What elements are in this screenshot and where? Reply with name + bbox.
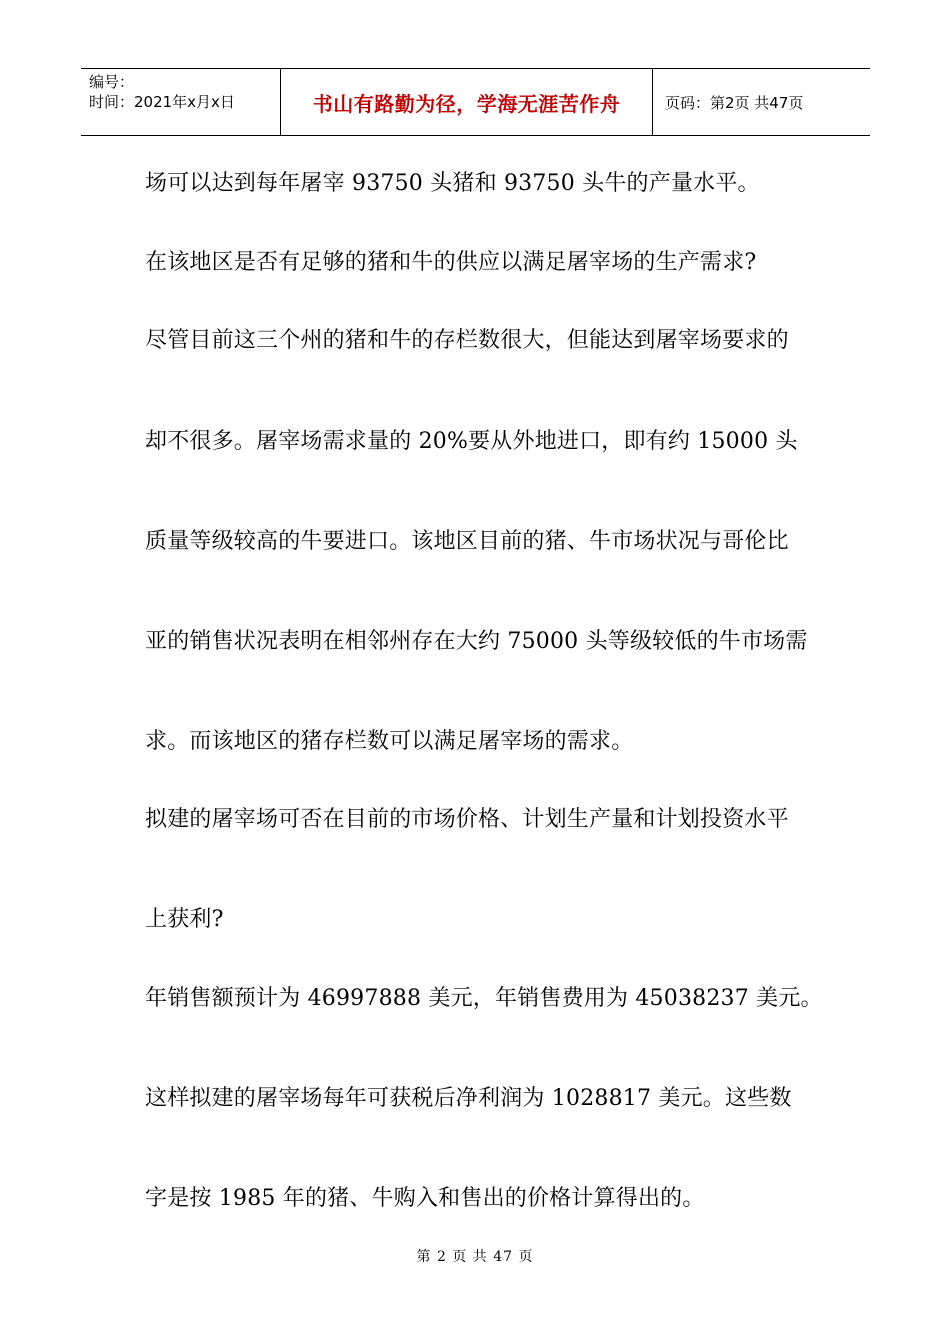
header-page-info: 页码：第2页 共47页	[665, 93, 804, 112]
header-motto: 书山有路勤为径，学海无涯苦作舟	[281, 69, 653, 135]
body-line-2: 在该地区是否有足够的猪和牛的供应以满足屠宰场的生产需求?	[145, 250, 757, 275]
body-line-11: 这样拟建的屠宰场每年可获税后净利润为 1028817 美元。这些数	[145, 1086, 792, 1111]
body-line-12: 字是按 1985 年的猪、牛购入和售出的价格计算得出的。	[145, 1186, 705, 1211]
body-line-10: 年销售额预计为 46997888 美元，年销售费用为 45038237 美元。	[145, 986, 823, 1011]
body-line-9: 上获利?	[145, 907, 224, 932]
document-number-label: 编号：	[89, 73, 135, 91]
page-header	[81, 68, 870, 136]
body-line-5: 质量等级较高的牛要进口。该地区目前的猪、牛市场状况与哥伦比	[145, 529, 789, 554]
body-line-3: 尽管目前这三个州的猪和牛的存栏数很大，但能达到屠宰场要求的	[145, 328, 789, 353]
page-footer: 第 2 页 共 47 页	[416, 1249, 534, 1265]
body-line-6: 亚的销售状况表明在相邻州存在大约 75000 头等级较低的牛市场需	[145, 629, 808, 654]
body-line-7: 求。而该地区的猪存栏数可以满足屠宰场的需求。	[145, 729, 634, 754]
document-date: 时间：2021年x月x日	[89, 93, 235, 111]
header-meta	[81, 69, 281, 135]
body-line-4: 却不很多。屠宰场需求量的 20%要从外地进口，即有约 15000 头	[145, 429, 798, 454]
body-line-8: 拟建的屠宰场可否在目前的市场价格、计划生产量和计划投资水平	[145, 807, 789, 832]
body-line-1: 场可以达到每年屠宰 93750 头猪和 93750 头牛的产量水平。	[145, 171, 760, 196]
